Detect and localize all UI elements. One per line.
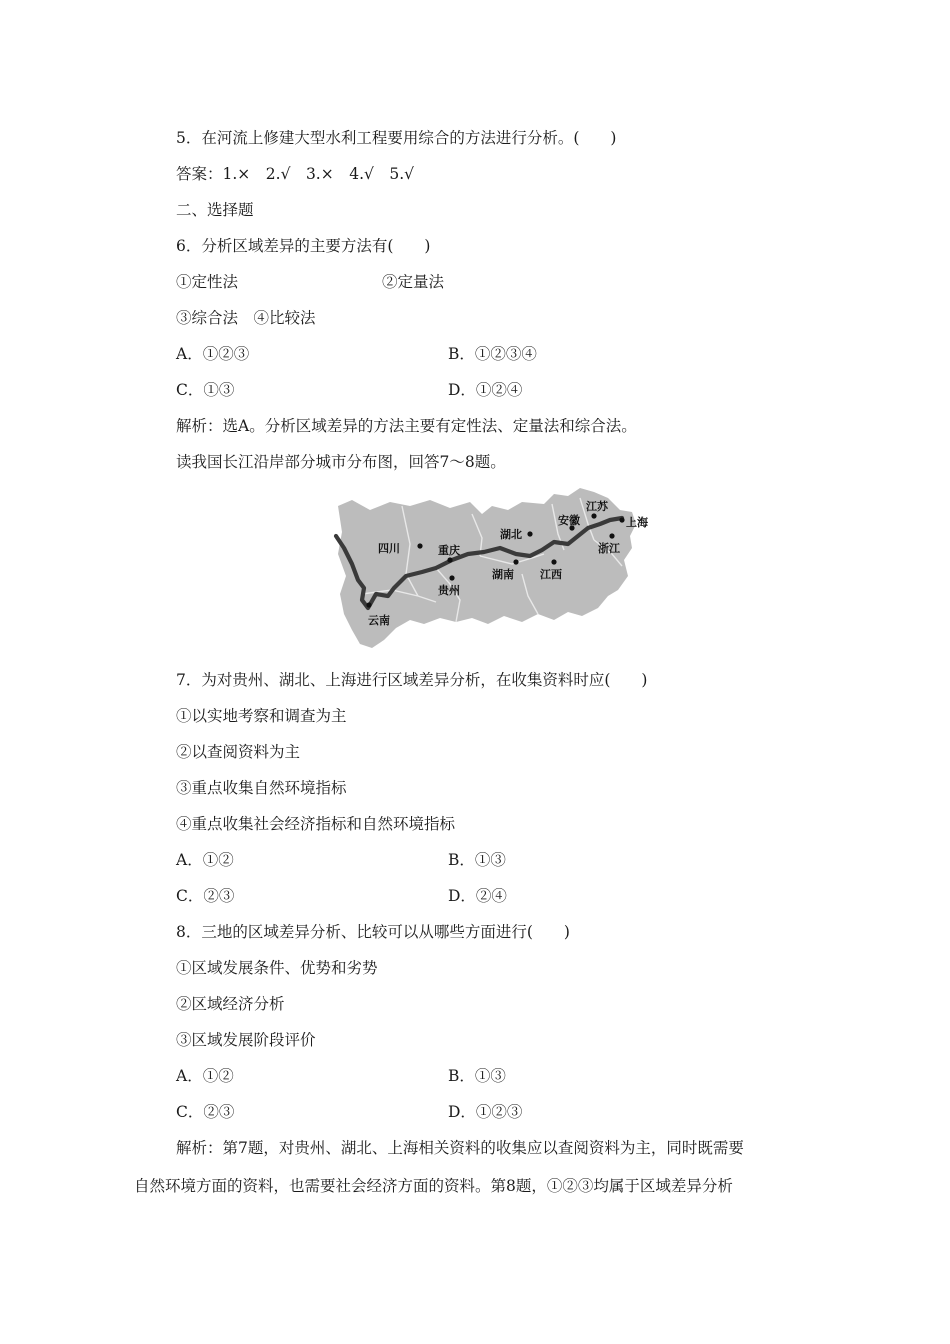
question-8-option-b: B．①③ (448, 1067, 506, 1085)
question-6-option-a: A．①②③ (176, 345, 250, 363)
hunan-dot (513, 559, 518, 564)
label-jiangsu: 江苏 (586, 500, 608, 513)
question-8-option-a: A．①② (176, 1067, 234, 1085)
answer-key: 答案：1.× 2.√ 3.× 4.√ 5.√ (176, 165, 415, 183)
question-6-item-1: ①定性法 (176, 273, 239, 291)
question-7-option-d: D．②④ (448, 887, 507, 905)
jiangxi-dot (551, 559, 556, 564)
analysis-7-8-line-2: 自然环境方面的资料，也需要社会经济方面的资料。第8题，①②③均属于区域差异分析 (134, 1177, 733, 1195)
question-7-item-3: ③重点收集自然环境指标 (176, 779, 347, 797)
yangtze-map-svg (332, 484, 658, 654)
jiangsu-dot (591, 513, 596, 518)
question-6-option-c: C．①③ (176, 381, 235, 399)
question-5: 5．在河流上修建大型水利工程要用综合的方法进行分析。( ) (176, 129, 617, 147)
question-6-analysis: 解析：选A。分析区域差异的方法主要有定性法、定量法和综合法。 (176, 417, 637, 435)
question-7-option-a: A．①② (176, 851, 234, 869)
question-6-item-2: ②定量法 (382, 273, 445, 291)
section-heading: 二、选择题 (176, 201, 254, 219)
sichuan-dot (417, 543, 422, 548)
yangtze-map (332, 484, 658, 654)
question-7-stem: 7．为对贵州、湖北、上海进行区域差异分析，在收集资料时应( ) (176, 671, 648, 689)
label-guizhou: 贵州 (438, 584, 460, 597)
label-jiangxi: 江西 (540, 568, 562, 581)
question-7-option-b: B．①③ (448, 851, 506, 869)
analysis-7-8-line-1: 解析：第7题，对贵州、湖北、上海相关资料的收集应以查阅资料为主，同时既需要 (176, 1139, 744, 1157)
question-6-option-b: B．①②③④ (448, 345, 537, 363)
guizhou-dot (449, 575, 454, 580)
label-chongqing: 重庆 (438, 544, 460, 557)
label-yunnan: 云南 (368, 614, 390, 627)
question-8-option-d: D．①②③ (448, 1103, 523, 1121)
question-6-item-3-4: ③综合法 ④比较法 (176, 309, 316, 327)
question-8-option-c: C．②③ (176, 1103, 235, 1121)
label-hubei: 湖北 (500, 528, 522, 541)
question-6-stem: 6．分析区域差异的主要方法有( ) (176, 237, 431, 255)
question-8-item-1: ①区域发展条件、优势和劣势 (176, 959, 378, 977)
question-7-item-4: ④重点收集社会经济指标和自然环境指标 (176, 815, 456, 833)
question-8-item-3: ③区域发展阶段评价 (176, 1031, 316, 1049)
chongqing-dot (447, 557, 452, 562)
question-8-stem: 8．三地的区域差异分析、比较可以从哪些方面进行( ) (176, 923, 570, 941)
question-7-option-c: C．②③ (176, 887, 235, 905)
question-6-option-d: D．①②④ (448, 381, 523, 399)
map-intro: 读我国长江沿岸部分城市分布图，回答7～8题。 (176, 453, 506, 471)
label-zhejiang: 浙江 (598, 542, 620, 555)
zhejiang-dot (609, 533, 614, 538)
label-hunan: 湖南 (492, 568, 514, 581)
shanghai-dot (619, 517, 624, 522)
yunnan-dot (366, 602, 371, 607)
label-anhui: 安徽 (558, 514, 580, 527)
question-8-item-2: ②区域经济分析 (176, 995, 285, 1013)
question-7-item-2: ②以查阅资料为主 (176, 743, 301, 761)
hubei-dot (527, 531, 532, 536)
question-7-item-1: ①以实地考察和调查为主 (176, 707, 347, 725)
label-sichuan: 四川 (378, 542, 400, 555)
label-shanghai: 上海 (626, 516, 648, 529)
